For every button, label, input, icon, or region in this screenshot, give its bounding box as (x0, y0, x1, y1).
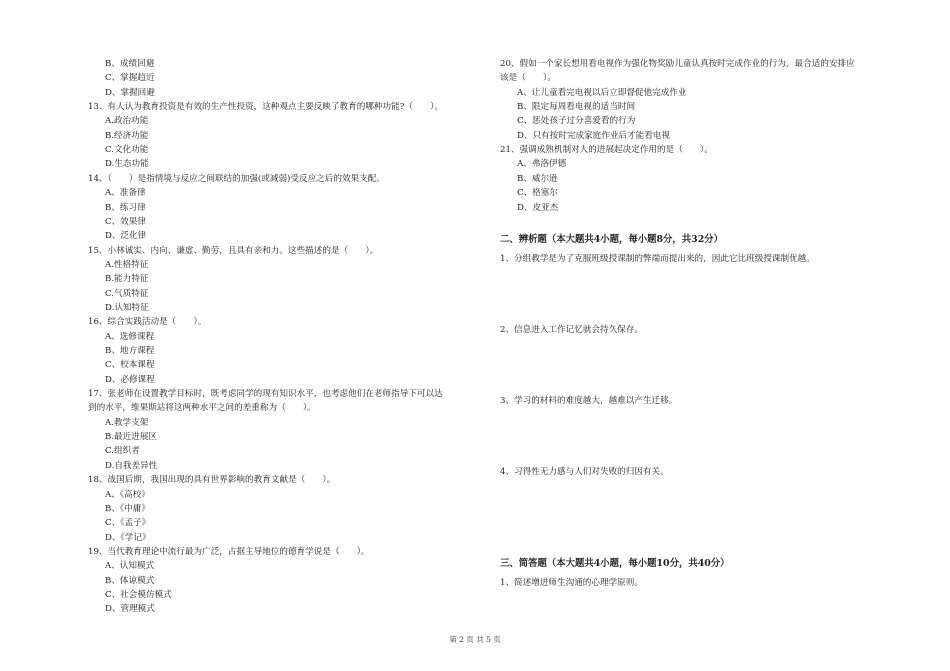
answer-option: A.性格特征 (105, 259, 149, 270)
answer-option: C.文化功能 (105, 145, 149, 156)
answer-option: B.能力特征 (105, 274, 149, 285)
section-title-analysis: 二、辨析题（本大题共4小题，每小题8分，共32分） (500, 234, 723, 245)
answer-option: B、成绩回避 (105, 59, 155, 69)
answer-option: D、必修课程 (105, 374, 155, 385)
question-text: 21、强调成熟机制对人的进展起决定作用的是（ ）。 (500, 145, 713, 156)
answer-option: C、校本课程 (105, 360, 155, 371)
answer-option: D、皮亚杰 (517, 202, 559, 213)
analysis-question-3: 3、学习的材料的难度越大，越难以产生迁移。 (500, 396, 678, 406)
page-footer: 第 2 页 共 5 页 (449, 635, 501, 644)
answer-option: C、社会模仿模式 (105, 589, 172, 600)
answer-option: B、限定每周看电视的适当时间 (517, 102, 636, 113)
short-answer-question-1: 1、简述增进师生沟通的心理学原则。 (500, 578, 643, 588)
answer-option: D、《学记》 (105, 532, 151, 543)
answer-option: A、选修课程 (105, 331, 155, 342)
answer-option: C.组织者 (105, 446, 140, 457)
answer-option: C、效果律 (105, 216, 146, 227)
answer-option: A、让儿童看完电视以后立即督促他完成作业 (517, 87, 687, 98)
answer-option: B.最近进展区 (105, 432, 158, 443)
question-text: 18、战国后期，我国出现的具有世界影响的教育文献是（ ）。 (88, 475, 336, 486)
answer-option: A、认知模式 (105, 561, 155, 572)
section-title-short-answer: 三、简答题（本大题共4小题，每小题10分，共40分） (500, 558, 730, 569)
answer-option: D、泛化律 (105, 231, 147, 242)
question-text: 20、假如一个家长想用看电视作为强化物奖励儿童认真按时完成作业的行为，最合适的安排应 (500, 59, 855, 69)
analysis-question-2: 2、信息进入工作记忆就会持久保存。 (500, 325, 643, 335)
answer-option: C.气质特征 (105, 288, 149, 299)
answer-option: B、练习律 (105, 202, 146, 213)
answer-option: A、准备律 (105, 188, 146, 199)
answer-option: B.经济功能 (105, 130, 149, 141)
analysis-question-1: 1、分组教学是为了克服班级授课制的弊端而提出来的，因此它比班级授课制优越。 (500, 254, 815, 264)
answer-option: D、只有按时完成家庭作业后才能看电视 (517, 130, 670, 141)
question-text: 17、张老师在设置教学目标时，既考虑同学的现有知识水平，也考虑他们在老师指导下可以达 (88, 389, 443, 400)
answer-option: D.自我差异性 (105, 460, 158, 471)
answer-option: C、格塞尔 (517, 188, 558, 199)
answer-option: D、管理模式 (105, 604, 155, 615)
question-text: 15、小林诚实、内向、谦虚、勤劳，且具有亲和力。这些描述的是（ ）。 (88, 245, 379, 256)
answer-option: D.生态功能 (105, 159, 149, 170)
answer-option: B、《中庸》 (105, 503, 150, 514)
answer-option: A、《高校》 (105, 489, 150, 500)
question-text: 该是（ ）。 (500, 73, 556, 84)
question-text: 13、有人认为教育投资是有效的生产性投资，这种观点主要反映了教育的哪种功能?（ ）。 (88, 102, 443, 113)
answer-option: A.政治功能 (105, 116, 149, 127)
answer-option: C、《孟子》 (105, 518, 151, 529)
analysis-question-4: 4、习得性无力感与人们对失败的归因有关。 (500, 467, 669, 477)
answer-option: C、惩处孩子过分喜爱看的行为 (517, 116, 636, 127)
question-text: 16、综合实践活动是（ ）。 (88, 317, 207, 328)
answer-option: B、体谅模式 (105, 575, 155, 586)
question-text: 到的水平，维果斯站将这两种水平之间的差重称为（ ）。 (88, 403, 316, 414)
answer-option: C、掌握趋近 (105, 73, 155, 84)
answer-option: B、地方课程 (105, 346, 155, 356)
question-text: 19、当代教育理论中流行最为广泛，占据主导地位的德育学说是（ ）。 (88, 546, 370, 557)
answer-option: A.教学支架 (105, 417, 149, 428)
answer-option: D.认知特征 (105, 302, 149, 313)
answer-option: D、掌握回避 (105, 87, 155, 98)
answer-option: A、弗洛伊德 (517, 159, 567, 170)
question-text: 14、（ ）是指情境与反应之间联结的加强(或减弱)受反应之后的效果支配。 (88, 173, 385, 184)
answer-option: B、威尔逊 (517, 173, 558, 184)
